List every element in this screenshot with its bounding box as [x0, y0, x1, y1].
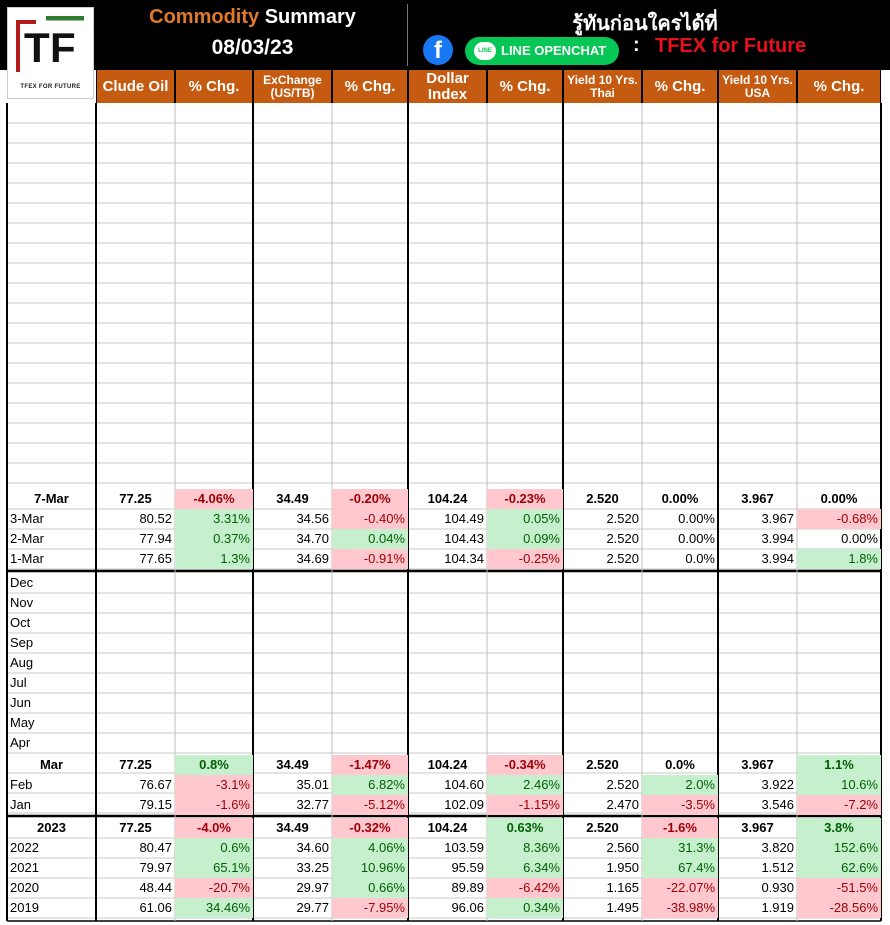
pct-change-cell: 0.0% — [665, 757, 695, 772]
table-row — [7, 858, 881, 878]
pct-change-cell: -0.25% — [487, 549, 563, 569]
value-cell: 2.520 — [586, 491, 619, 506]
value-cell: 79.15 — [139, 797, 172, 812]
pct-change-cell: 0.00% — [678, 511, 715, 526]
value-cell: 76.67 — [139, 777, 172, 792]
value-cell: 77.25 — [119, 820, 152, 835]
row-label: Jan — [10, 797, 31, 812]
pct-change-cell: 0.04% — [332, 529, 408, 549]
value-cell: 33.25 — [296, 860, 329, 875]
value-cell: 89.89 — [451, 880, 484, 895]
pct-change-cell: 0.63% — [487, 818, 563, 838]
row-label: Sep — [10, 635, 34, 650]
column-header: ExChange (US/TB) — [253, 70, 332, 103]
pct-change-cell: -1.15% — [487, 795, 563, 815]
pct-change-cell: 1.3% — [175, 549, 253, 569]
table-row — [7, 549, 881, 569]
value-cell: 34.49 — [276, 491, 309, 506]
pct-change-cell: -0.23% — [487, 489, 563, 509]
value-cell: 95.59 — [451, 860, 484, 875]
table-row — [7, 838, 881, 858]
row-label: 7-Mar — [34, 491, 69, 506]
report-date: 08/03/23 — [211, 36, 294, 59]
table-row — [7, 593, 881, 613]
table-row — [7, 878, 881, 898]
value-cell: 0.930 — [761, 880, 794, 895]
pct-change-cell: -51.5% — [797, 878, 881, 898]
pct-change-cell: 152.6% — [797, 838, 881, 858]
value-cell: 34.60 — [296, 840, 329, 855]
table-row — [7, 633, 881, 653]
pct-change-cell: -3.5% — [642, 795, 718, 815]
value-cell: 80.47 — [139, 840, 172, 855]
table-row — [7, 613, 881, 633]
value-cell: 2.520 — [606, 777, 639, 792]
value-cell: 103.59 — [444, 840, 484, 855]
value-cell: 48.44 — [139, 880, 172, 895]
table-row — [7, 898, 881, 918]
tf-logo-icon — [16, 16, 86, 76]
pct-change-cell: -0.32% — [332, 818, 408, 838]
pct-change-cell: 62.6% — [797, 858, 881, 878]
pct-change-cell: 0.34% — [487, 898, 563, 918]
value-cell: 104.34 — [444, 551, 484, 566]
row-label: May — [10, 715, 35, 730]
line-icon: LINE — [474, 42, 496, 60]
row-label: 2023 — [37, 820, 66, 835]
pct-change-cell: 3.31% — [175, 509, 253, 529]
pct-change-cell: -0.40% — [332, 509, 408, 529]
value-cell: 104.24 — [427, 757, 468, 772]
value-cell: 104.24 — [427, 491, 468, 506]
pct-change-cell: 0.00% — [841, 531, 878, 546]
value-cell: 102.09 — [444, 797, 484, 812]
value-cell: 3.922 — [761, 777, 794, 792]
column-header: % Chg. — [642, 70, 718, 103]
table-row — [7, 795, 881, 815]
value-cell: 3.967 — [741, 820, 774, 835]
pct-change-cell: -4.0% — [175, 818, 253, 838]
row-label: Feb — [10, 777, 33, 792]
pct-change-cell: 3.8% — [797, 818, 881, 838]
title-rest: Summary — [264, 6, 356, 28]
value-cell: 77.25 — [119, 491, 152, 506]
row-label: 1-Mar — [10, 551, 44, 566]
value-cell: 96.06 — [451, 900, 484, 915]
row-label: 2021 — [10, 860, 39, 875]
column-header: % Chg. — [797, 70, 881, 103]
tf-logo — [7, 7, 94, 99]
value-cell: 34.56 — [296, 511, 329, 526]
pct-change-cell: -22.07% — [642, 878, 718, 898]
table-row — [7, 713, 881, 733]
row-label: Oct — [10, 615, 31, 630]
tagline: รู้ทันก่อนใครได้ที่ — [572, 11, 718, 35]
pct-change-cell: -38.98% — [642, 898, 718, 918]
pct-change-cell: -3.1% — [175, 775, 253, 795]
table-row — [7, 673, 881, 693]
column-header: Yield 10 Yrs. USA — [718, 70, 797, 103]
facebook-icon[interactable]: f — [423, 35, 453, 65]
value-cell: 1.512 — [761, 860, 794, 875]
pct-change-cell: 0.00% — [678, 531, 715, 546]
pct-change-cell: -7.2% — [797, 795, 881, 815]
value-cell: 77.25 — [119, 757, 152, 772]
table-row — [7, 489, 881, 509]
tfex-group-name: TFEX for Future — [655, 35, 807, 57]
value-cell: 3.967 — [741, 757, 774, 772]
pct-change-cell: 0.8% — [175, 755, 253, 775]
row-label: Apr — [10, 735, 31, 750]
pct-change-cell: 10.96% — [332, 858, 408, 878]
line-openchat-label: LINE OPENCHAT — [501, 43, 607, 58]
pct-change-cell: 6.82% — [332, 775, 408, 795]
line-openchat-button[interactable] — [465, 37, 619, 65]
value-cell: 61.06 — [139, 900, 172, 915]
pct-change-cell: -28.56% — [797, 898, 881, 918]
row-label: 2019 — [10, 900, 39, 915]
value-cell: 34.49 — [276, 820, 309, 835]
header-divider — [407, 4, 408, 66]
value-cell: 79.97 — [139, 860, 172, 875]
pct-change-cell: 0.05% — [487, 509, 563, 529]
value-cell: 2.470 — [606, 797, 639, 812]
value-cell: 29.77 — [296, 900, 329, 915]
value-cell: 104.24 — [427, 820, 468, 835]
value-cell: 1.919 — [761, 900, 794, 915]
pct-change-cell: 31.3% — [642, 838, 718, 858]
pct-change-cell: -4.06% — [175, 489, 253, 509]
pct-change-cell: 2.0% — [642, 775, 718, 795]
title-accent: Commodity — [149, 6, 260, 28]
logo-caption: TFEX FOR FUTURE — [20, 84, 81, 90]
pct-change-cell: 34.46% — [175, 898, 253, 918]
pct-change-cell: 4.06% — [332, 838, 408, 858]
page-title — [100, 6, 405, 29]
pct-change-cell: -7.95% — [332, 898, 408, 918]
column-header: % Chg. — [332, 70, 408, 103]
colon-separator: : — [633, 34, 640, 56]
pct-change-cell: 10.6% — [797, 775, 881, 795]
pct-change-cell: 1.8% — [797, 549, 881, 569]
pct-change-cell: 67.4% — [642, 858, 718, 878]
table-row — [7, 818, 881, 838]
table-row — [7, 775, 881, 795]
value-cell: 34.69 — [296, 551, 329, 566]
row-label: Aug — [10, 655, 34, 670]
value-cell: 1.495 — [606, 900, 639, 915]
table-row — [7, 573, 881, 593]
value-cell: 35.01 — [296, 777, 329, 792]
value-cell: 3.546 — [761, 797, 794, 812]
column-header: % Chg. — [175, 70, 253, 103]
pct-change-cell: 0.0% — [685, 551, 715, 566]
value-cell: 3.820 — [761, 840, 794, 855]
pct-change-cell: -1.6% — [175, 795, 253, 815]
value-cell: 3.967 — [761, 511, 794, 526]
value-cell: 2.520 — [586, 820, 619, 835]
table-row — [7, 755, 881, 775]
row-label: Jul — [10, 675, 27, 690]
value-cell: 77.65 — [139, 551, 172, 566]
row-label: 2020 — [10, 880, 39, 895]
pct-change-cell: -0.91% — [332, 549, 408, 569]
pct-change-cell: -6.42% — [487, 878, 563, 898]
table-row — [7, 733, 881, 753]
pct-change-cell: 0.37% — [175, 529, 253, 549]
pct-change-cell: 65.1% — [175, 858, 253, 878]
pct-change-cell: -20.7% — [175, 878, 253, 898]
table-row — [7, 529, 881, 549]
svg-text:F: F — [50, 24, 76, 71]
pct-change-cell: 0.00% — [820, 491, 858, 506]
value-cell: 32.77 — [296, 797, 329, 812]
value-cell: 104.60 — [444, 777, 484, 792]
value-cell: 2.520 — [586, 757, 619, 772]
pct-change-cell: 0.66% — [332, 878, 408, 898]
column-header: Clude Oil — [96, 70, 175, 103]
row-label: Jun — [10, 695, 31, 710]
value-cell: 29.97 — [296, 880, 329, 895]
value-cell: 3.994 — [761, 531, 794, 546]
pct-change-cell: -1.6% — [642, 818, 718, 838]
column-header: Yield 10 Yrs. Thai — [563, 70, 642, 103]
value-cell: 80.52 — [139, 511, 172, 526]
pct-change-cell: 2.46% — [487, 775, 563, 795]
row-label: Dec — [10, 575, 34, 590]
value-cell: 2.520 — [606, 511, 639, 526]
table-row — [7, 653, 881, 673]
value-cell: 104.49 — [444, 511, 484, 526]
pct-change-cell: -5.12% — [332, 795, 408, 815]
pct-change-cell: 1.1% — [797, 755, 881, 775]
svg-text:T: T — [24, 24, 50, 71]
pct-change-cell: -0.34% — [487, 755, 563, 775]
value-cell: 1.950 — [606, 860, 639, 875]
pct-change-cell: -1.47% — [332, 755, 408, 775]
value-cell: 3.967 — [741, 491, 774, 506]
pct-change-cell: 0.09% — [487, 529, 563, 549]
pct-change-cell: 8.36% — [487, 838, 563, 858]
value-cell: 34.70 — [296, 531, 329, 546]
value-cell: 2.520 — [606, 551, 639, 566]
pct-change-cell: 0.6% — [175, 838, 253, 858]
column-header: Dollar Index — [408, 70, 487, 103]
pct-change-cell: -0.20% — [332, 489, 408, 509]
row-label: 3-Mar — [10, 511, 44, 526]
pct-change-cell: 6.34% — [487, 858, 563, 878]
column-header: % Chg. — [487, 70, 563, 103]
row-label: 2022 — [10, 840, 39, 855]
pct-change-cell: -0.68% — [797, 509, 881, 529]
table-row — [7, 509, 881, 529]
pct-change-cell: 0.00% — [661, 491, 699, 506]
value-cell: 104.43 — [444, 531, 484, 546]
value-cell: 2.560 — [606, 840, 639, 855]
value-cell: 2.520 — [606, 531, 639, 546]
row-label: Mar — [39, 757, 64, 772]
table-row — [7, 693, 881, 713]
value-cell: 3.994 — [761, 551, 794, 566]
value-cell: 1.165 — [606, 880, 639, 895]
value-cell: 34.49 — [276, 757, 309, 772]
row-label: Nov — [10, 595, 34, 610]
value-cell: 77.94 — [139, 531, 172, 546]
row-label: 2-Mar — [10, 531, 44, 546]
